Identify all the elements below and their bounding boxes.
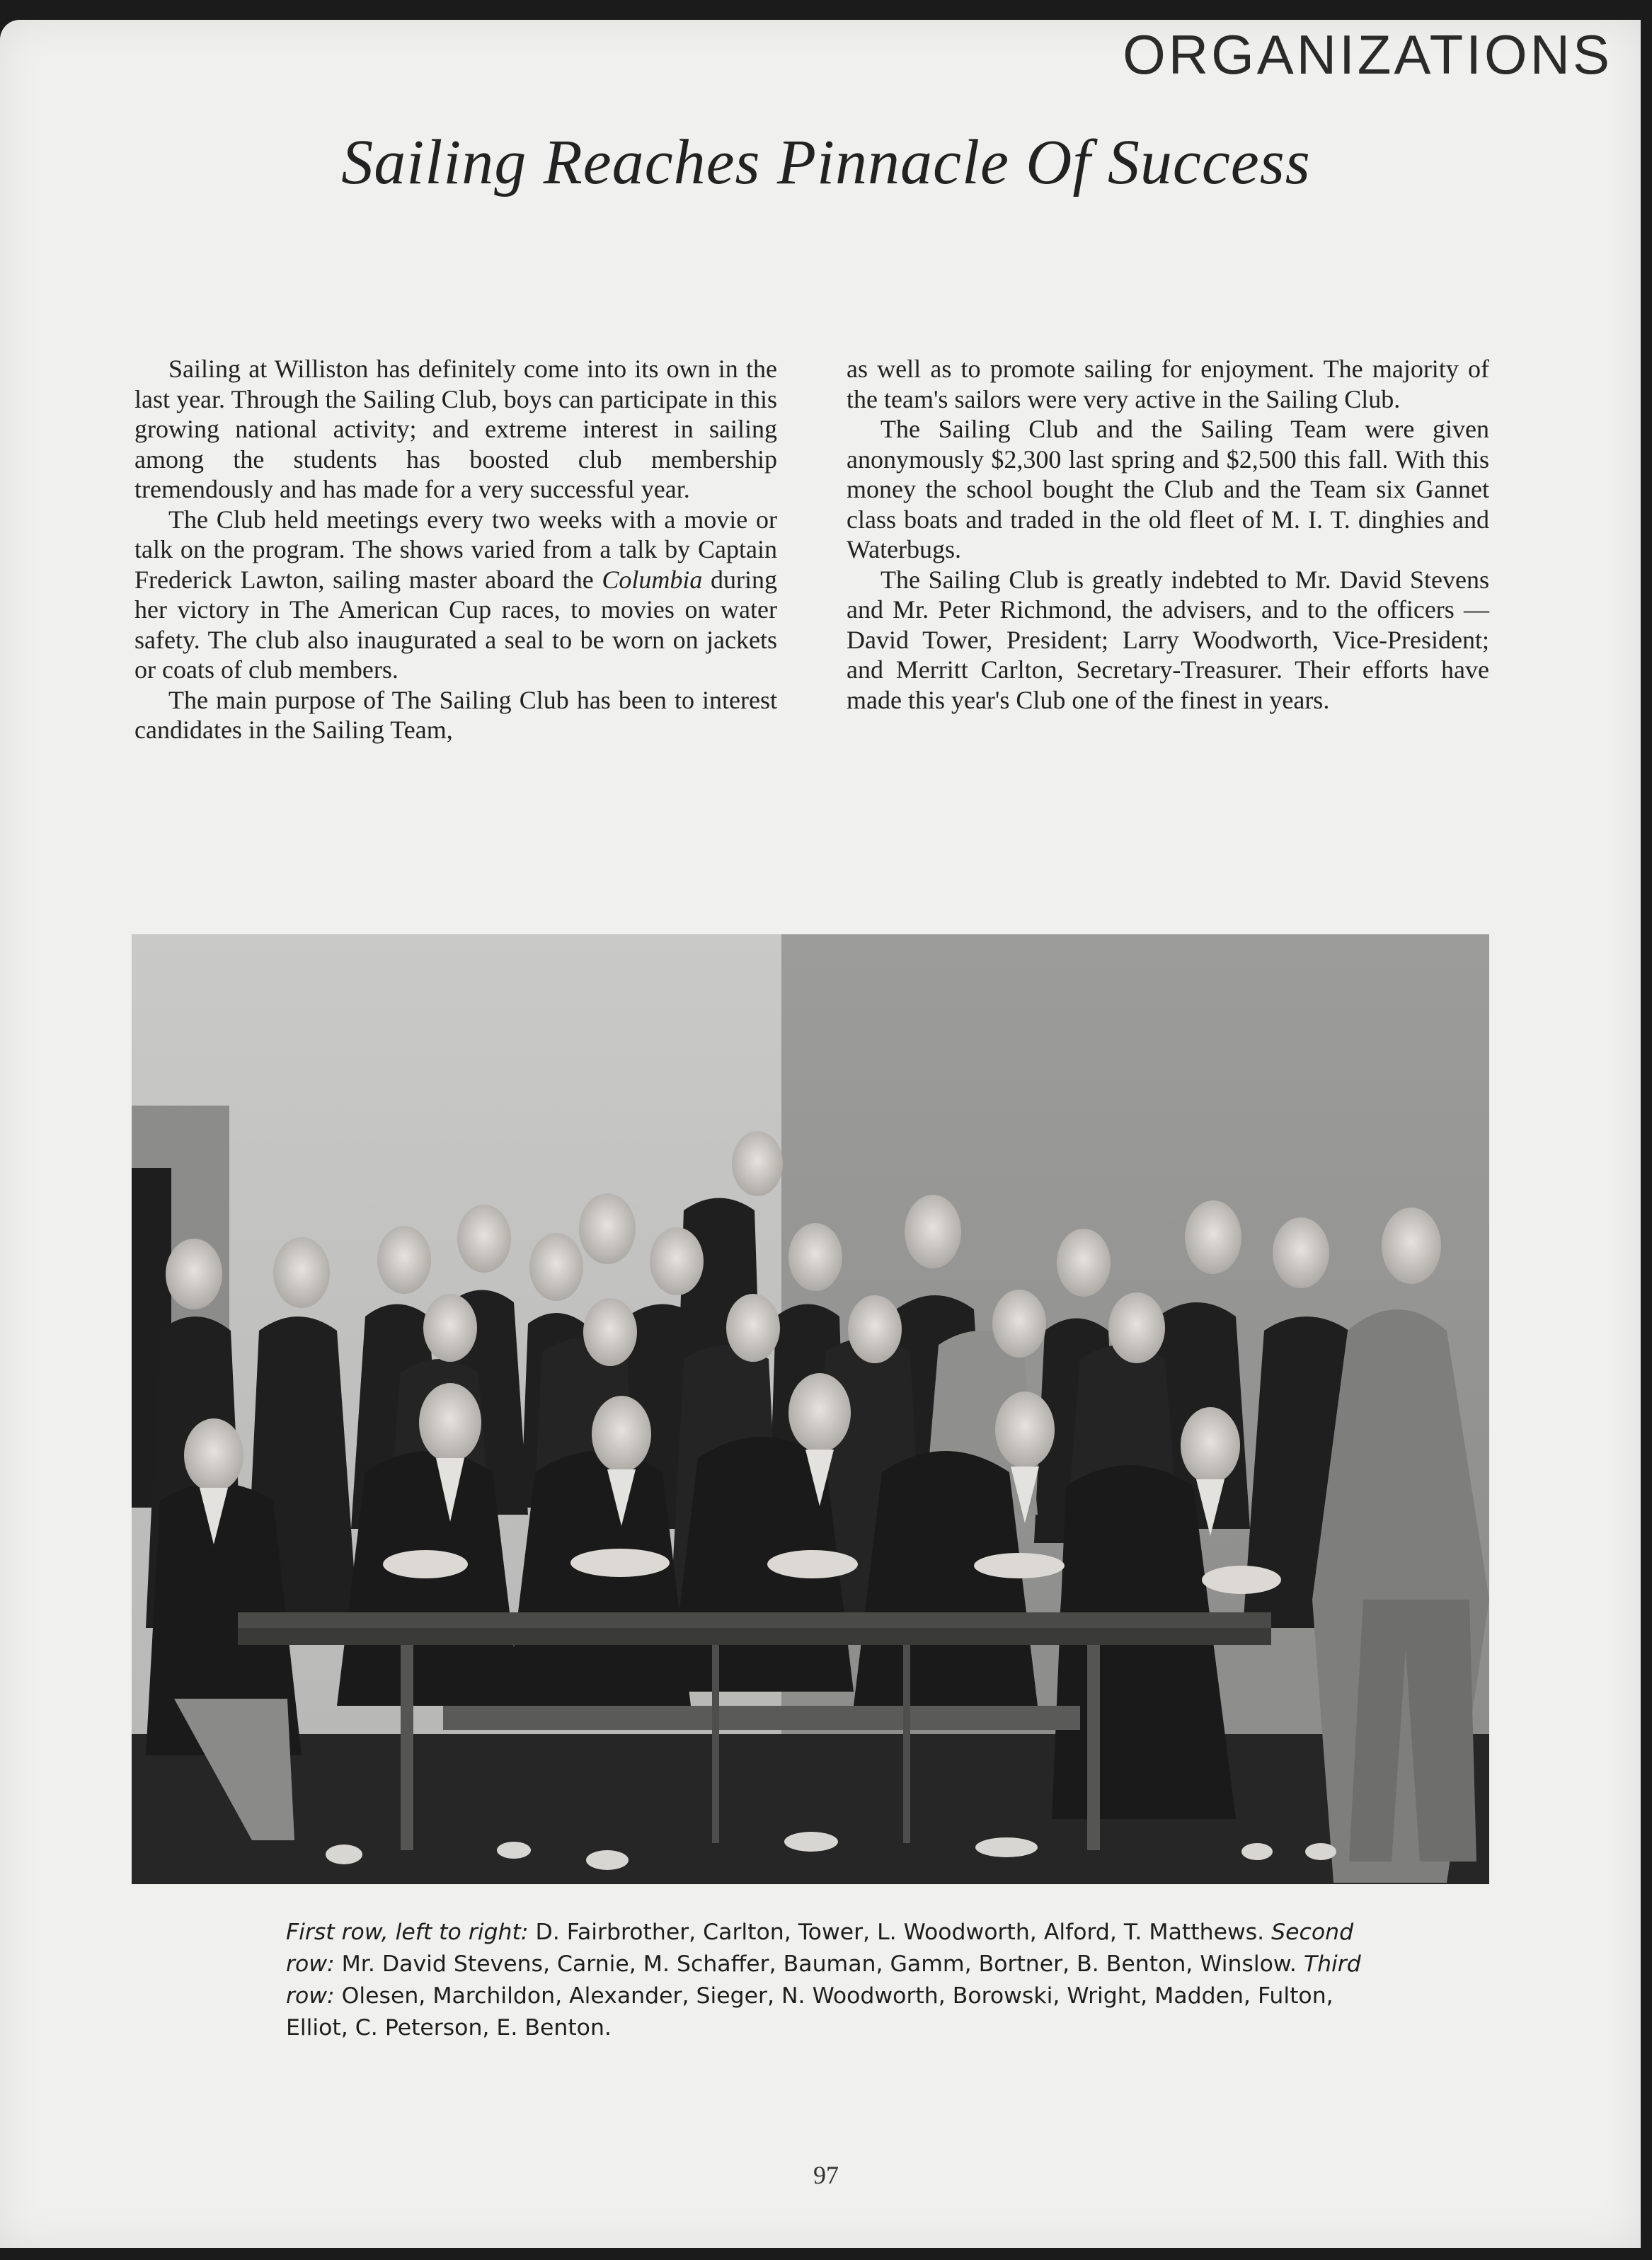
paragraph: The main purpose of The Sailing Club has been to interest candidates in the Sailing Team, [134, 685, 777, 744]
paragraph: The Sailing Club is greatly indebted to Mr. David Stevens and Mr. Peter Richmond, the advisers, and to the officers — David Tower, President; Larry Woodworth, Vice-President; and Merritt Carlton, Secretary-Treasurer. Their efforts have made this year's Club one of the finest in years. [847, 565, 1489, 714]
emphasis: Columbia [602, 565, 703, 594]
caption-row-label: First row, left to right: [286, 1920, 529, 1945]
paragraph: The Club held meetings every two weeks with a movie or talk on the program. The shows varied from a talk by Captain Frederick Lawton, sailing master aboard the Columbia during her victory in The American Cup races, to movies on water safety. The club also inaugurated a seal to be worn on jackets or coats of club members. [134, 505, 778, 684]
article-column-right [847, 354, 1489, 878]
paragraph: as well as to promote sailing for enjoyment. The majority of the team's sailors were very active in the Sailing Club. [847, 355, 1489, 413]
group-photo-image [132, 934, 1489, 1884]
group-photo [132, 934, 1489, 1884]
section-header: ORGANIZATIONS [1123, 23, 1612, 86]
caption-row-names: Mr. David Stevens, Carnie, M. Schaffer, Bauman, Gamm, Bortner, B. Benton, Winslow. [334, 1951, 1297, 1977]
caption-row-label: Second row: [286, 1920, 1354, 1977]
photo-caption [286, 1917, 1362, 2044]
article-title: Sailing Reaches Pinnacle Of Success [341, 127, 1311, 197]
page-number: 97 [813, 2161, 839, 2189]
article-column-left [134, 354, 777, 878]
caption-row-label: Third row: [286, 1951, 1361, 2009]
paragraph: The Sailing Club and the Sailing Team were given anonymously $2,300 last spring and $2,500 this fall. With this money the school bought the Club and the Team six Gannet class boats and traded in the old fleet of M. I. T. dinghies and Waterbugs. [847, 415, 1489, 563]
caption-row-names: D. Fairbrother, Carlton, Tower, L. Woodworth, Alford, T. Matthews. [528, 1920, 1265, 1945]
caption-row-names: Olesen, Marchildon, Alexander, Sieger, N. Woodworth, Borowski, Wright, Madden, Fulton, Elliot, C. Peterson, E. Benton. [286, 1983, 1333, 2041]
paragraph: Sailing at Williston has definitely come into its own in the last year. Through the Sailing Club, boys can participate in this growing national activity; and extreme interest in sailing among the students has boosted club membership tremendously and has made for a very successful year. [134, 355, 777, 503]
article-body [134, 354, 1489, 878]
